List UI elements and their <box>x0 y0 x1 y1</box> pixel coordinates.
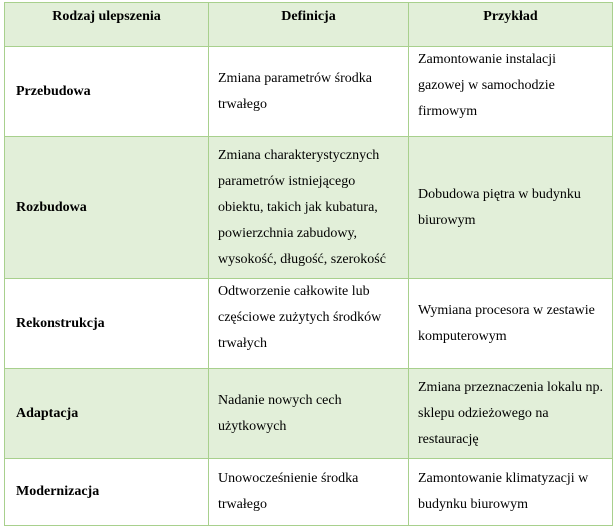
table-row <box>5 279 613 369</box>
row-example: Zmiana przeznaczenia lokalu np. sklepu odzieżowego na restaurację <box>409 369 613 459</box>
improvement-types-table-container <box>4 2 613 526</box>
row-definition: Nadanie nowych cech użytkowych <box>209 369 409 459</box>
row-type: Rekonstrukcja <box>5 279 209 369</box>
row-type: Modernizacja <box>5 459 209 526</box>
header-type: Rodzaj ulepszenia <box>5 3 209 47</box>
header-row <box>5 3 613 47</box>
row-example: Dobudowa piętra w budynku biurowym <box>409 137 613 279</box>
table-header <box>5 3 613 47</box>
row-definition: Odtworzenie całkowite lub częściowe zużytych środków trwałych <box>209 279 409 369</box>
table-body <box>5 47 613 526</box>
table-row <box>5 137 613 279</box>
row-type: Adaptacja <box>5 369 209 459</box>
row-definition: Unowocześnienie środka trwałego <box>209 459 409 526</box>
header-example: Przykład <box>409 3 613 47</box>
table-row <box>5 47 613 137</box>
row-example: Zamontowanie klimatyzacji w budynku biurowym <box>409 459 613 526</box>
row-type: Przebudowa <box>5 47 209 137</box>
row-example: Zamontowanie instalacji gazowej w samochodzie firmowym <box>409 47 613 137</box>
header-definition: Definicja <box>209 3 409 47</box>
row-definition: Zmiana charakterystycznych parametrów istniejącego obiektu, takich jak kubatura, powierzchnia zabudowy, wysokość, długość, szerokość <box>209 137 409 279</box>
row-definition: Zmiana parametrów środka trwałego <box>209 47 409 137</box>
row-type: Rozbudowa <box>5 137 209 279</box>
row-example: Wymiana procesora w zestawie komputerowym <box>409 279 613 369</box>
table-row <box>5 369 613 459</box>
improvement-types-table <box>4 2 613 526</box>
table-row <box>5 459 613 526</box>
